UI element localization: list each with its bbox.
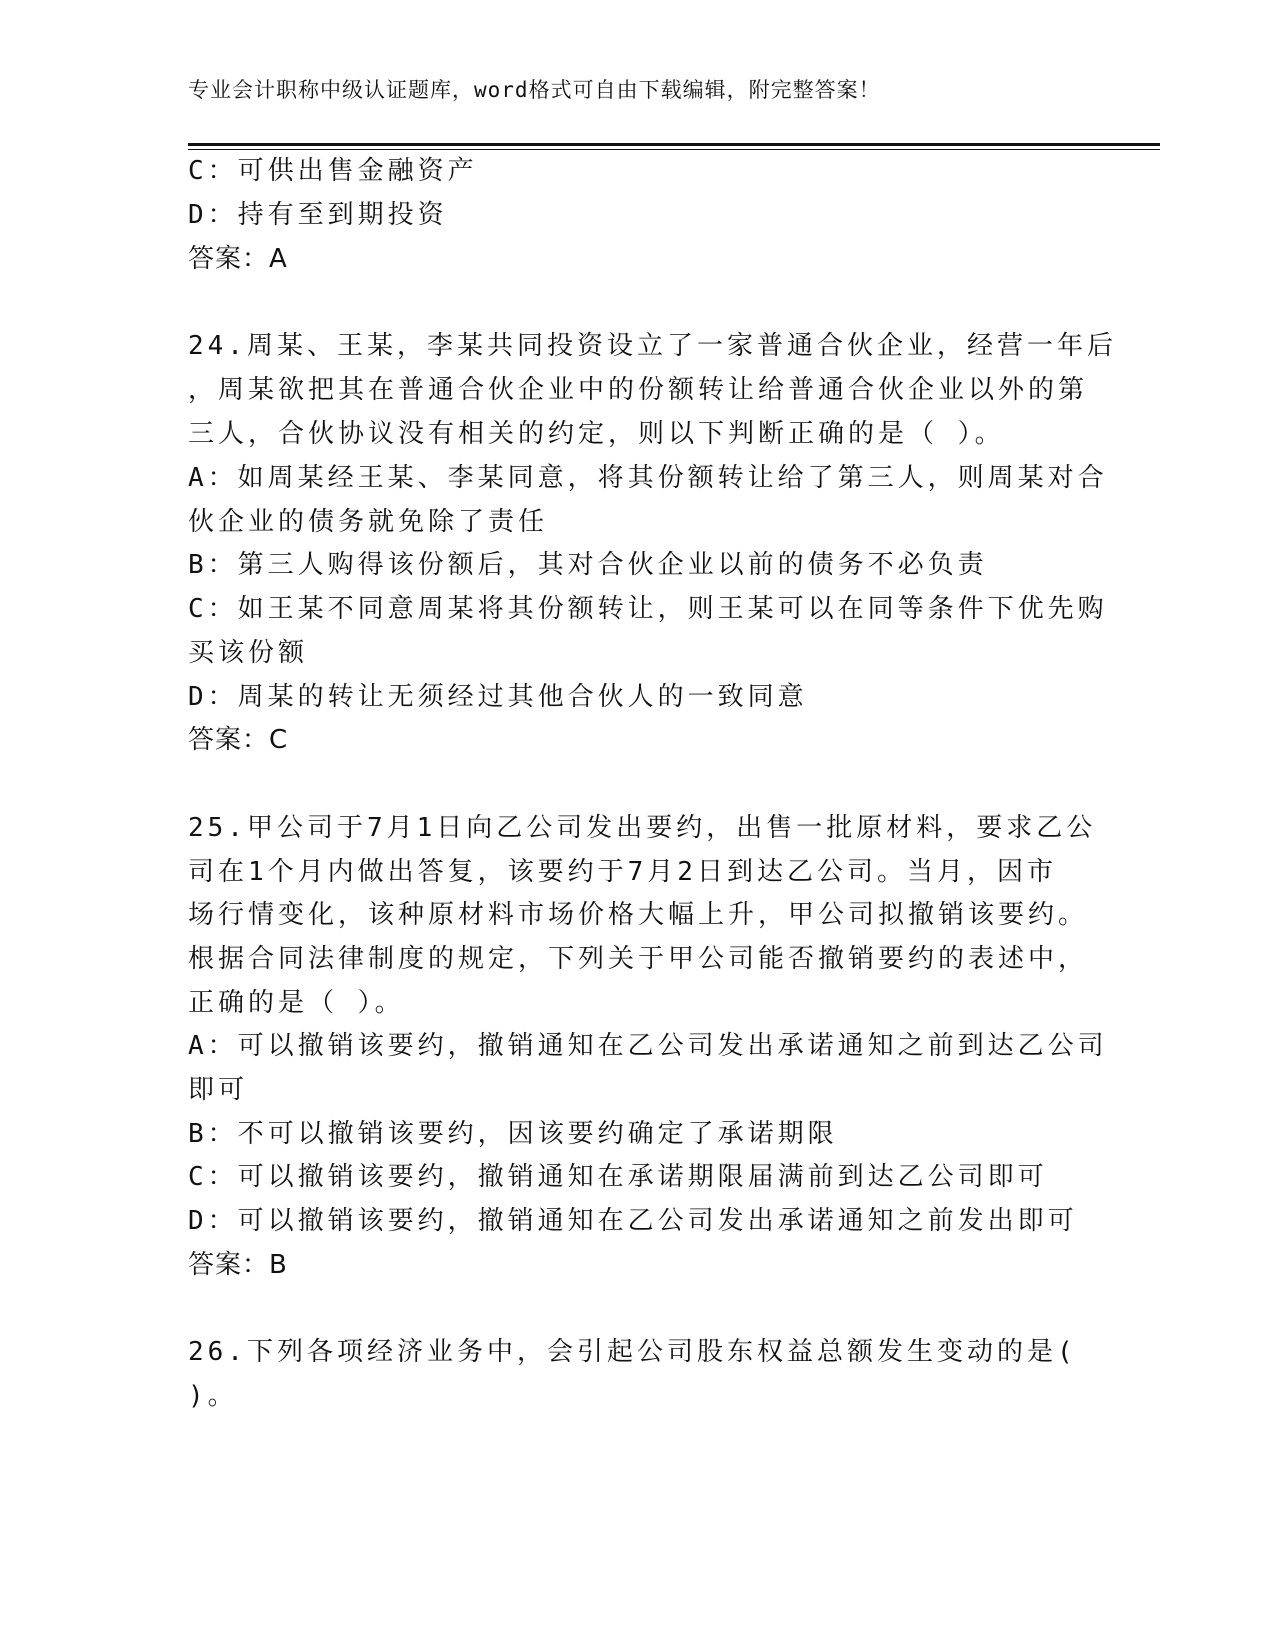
q24-option-c-line-1: C：如王某不同意周某将其份额转让，则王某可以在同等条件下优先购 xyxy=(188,594,1108,624)
q25-stem-line-4: 根据合同法律制度的规定，下列关于甲公司能否撤销要约的表述中， xyxy=(188,944,1089,974)
q24-option-d: D：周某的转让无须经过其他合伙人的一致同意 xyxy=(188,682,808,712)
prev-option-d: D：持有至到期投资 xyxy=(188,200,448,230)
q24-option-a-line-2: 伙企业的债务就免除了责任 xyxy=(188,507,549,537)
q25-option-a-line-1: A：可以撤销该要约，撤销通知在乙公司发出承诺通知之前到达乙公司 xyxy=(188,1031,1108,1061)
q25-option-b: B：不可以撤销该要约，因该要约确定了承诺期限 xyxy=(188,1119,838,1149)
q25-option-a-line-2: 即可 xyxy=(188,1075,249,1105)
q24-option-a-line-1: A：如周某经王某、李某同意，将其份额转让给了第三人，则周某对合 xyxy=(188,463,1108,493)
q26-stem-line-1: 26.下列各项经济业务中，会引起公司股东权益总额发生变动的是( xyxy=(188,1337,1077,1367)
q25-stem-line-5: 正确的是（ ）。 xyxy=(188,988,405,1018)
q25-stem-line-2: 司在1个月内做出答复，该要约于7月2日到达乙公司。当月，因市 xyxy=(188,857,1057,887)
q25-stem-line-1: 25.甲公司于7月1日向乙公司发出要约，出售一批原材料，要求乙公 xyxy=(188,813,1097,843)
q24-stem-line-3: 三人，合伙协议没有相关的约定，则以下判断正确的是（ ）。 xyxy=(188,419,1005,449)
q24-stem-line-1: 24.周某、王某，李某共同投资设立了一家普通合伙企业，经营一年后 xyxy=(188,331,1117,361)
header-divider-thin xyxy=(188,149,1160,150)
q24-stem-line-2: ，周某欲把其在普通合伙企业中的份额转让给普通合伙企业以外的第 xyxy=(188,375,1089,405)
page-header: 专业会计职称中级认证题库，word格式可自由下载编辑，附完整答案！ xyxy=(188,78,881,102)
header-divider xyxy=(188,143,1160,146)
q24-answer: 答案：C xyxy=(188,725,289,755)
q25-stem-line-3: 场行情变化，该种原材料市场价格大幅上升，甲公司拟撤销该要约。 xyxy=(188,900,1089,930)
prev-answer: 答案：A xyxy=(188,244,288,274)
prev-option-c: C：可供出售金融资产 xyxy=(188,156,478,186)
q25-answer: 答案：B xyxy=(188,1250,288,1280)
q24-option-c-line-2: 买该份额 xyxy=(188,638,309,668)
q26-stem-line-2: )。 xyxy=(188,1381,238,1411)
q25-option-c: C：可以撤销该要约，撤销通知在承诺期限届满前到达乙公司即可 xyxy=(188,1162,1048,1192)
q24-option-b: B：第三人购得该份额后，其对合伙企业以前的债务不必负责 xyxy=(188,550,988,580)
q25-option-d: D：可以撤销该要约，撤销通知在乙公司发出承诺通知之前发出即可 xyxy=(188,1206,1078,1236)
